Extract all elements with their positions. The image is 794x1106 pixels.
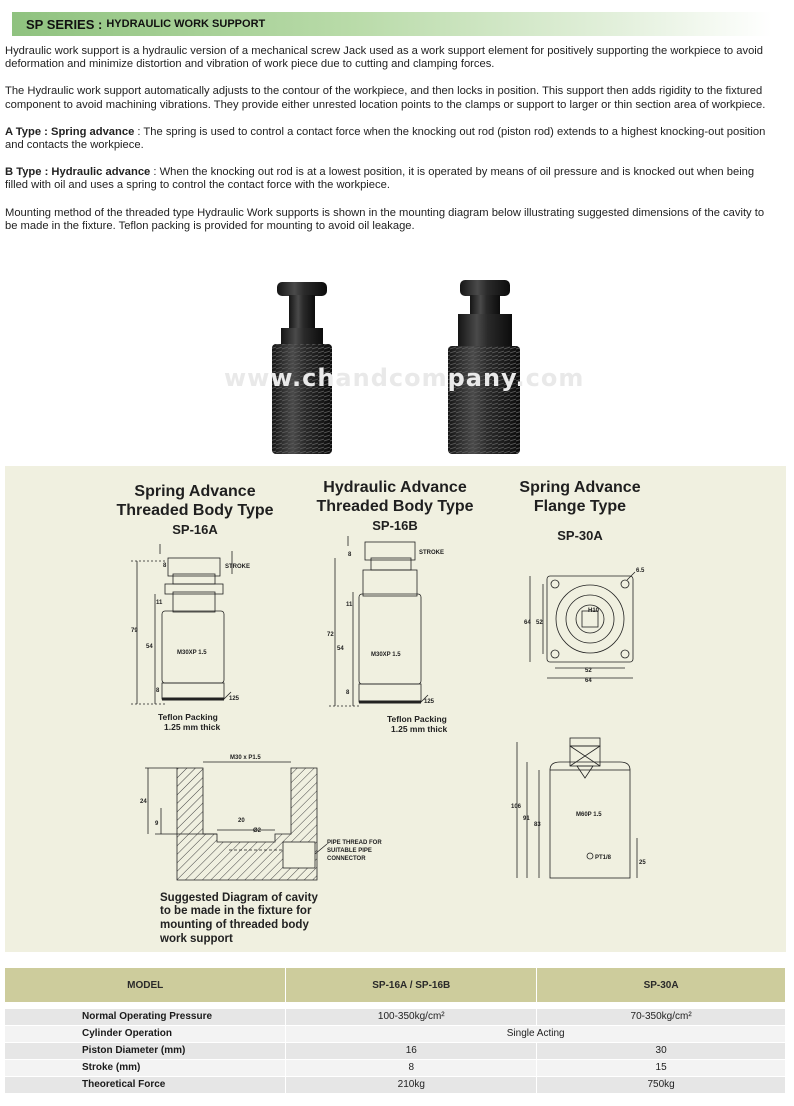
sp16a-dim-79: 79 xyxy=(131,628,138,634)
sp16b-dim-72: 72 xyxy=(327,632,334,638)
cavity-caption-line4: work support xyxy=(160,933,233,945)
sp30a-top-view xyxy=(530,572,635,678)
sp30a-dim-91: 91 xyxy=(523,816,530,822)
type-a-label: A Type : Spring advance xyxy=(5,125,135,138)
sp30a-dim-52: 52 xyxy=(536,620,543,626)
intro-paragraph-1: Hydraulic work support is a hydraulic version of a mechanical screw Jack used as a work support element for positively supporting the workpiece to avoid deformation and minimize distortion and vibration of work piece due to cutting and clamping forces. xyxy=(5,45,763,71)
sp16a-title-line2: Threaded Body Type xyxy=(116,502,274,519)
technical-drawings xyxy=(5,466,786,952)
cavity-pipe-line3: CONNECTOR xyxy=(327,856,366,862)
type-b-description xyxy=(5,166,777,192)
sp30a-title-line1: Spring Advance xyxy=(519,479,641,496)
sp30a-dim-25: 25 xyxy=(639,860,646,866)
cavity-dim-20: 20 xyxy=(238,818,245,824)
sp16a-dim-8b: 8 xyxy=(156,688,160,694)
table-row xyxy=(5,1008,786,1025)
sp16a-stroke-label: STROKE xyxy=(225,564,251,570)
sp16b-drawing xyxy=(329,536,428,706)
sp30a-dim-52b: 52 xyxy=(585,668,592,674)
sp30a-model: SP-30A xyxy=(557,528,603,543)
row-label: Theoretical Force xyxy=(5,1076,286,1093)
sp30a-side-view xyxy=(517,738,637,878)
type-b-label: B Type : Hydraulic advance xyxy=(5,166,151,179)
cavity-dim-9: 9 xyxy=(155,821,159,827)
sp16b-dim-54: 54 xyxy=(337,646,344,652)
sp16a-drawing xyxy=(131,544,232,704)
header-model: MODEL xyxy=(5,968,286,1002)
table-row xyxy=(5,1025,786,1042)
table-row xyxy=(5,1042,786,1059)
row-value-span: Single Acting xyxy=(286,1025,786,1042)
sp30a-thread-label: M60P 1.5 xyxy=(576,812,602,818)
intro-paragraph-2: The Hydraulic work support automatically adjusts to the contour of the workpiece, and then locks in position. This support then adds rigidity to the fixtured component to avoid machining vibrations. They provide either unrested location points to the clamps or support to larger or thin section area of workpiece. xyxy=(5,85,766,111)
sp16a-packing-line1: Teflon Packing xyxy=(158,712,218,722)
row-label: Stroke (mm) xyxy=(5,1059,286,1076)
intro-paragraph-5: Mounting method of the threaded type Hydraulic Work supports is shown in the mounting diagram below illustrating suggested dimensions of the cavity to be made in the fixture. Teflon packing is provided for mounting to avoid oil leakage. xyxy=(5,206,765,232)
sp30a-dim-6-5: 6.5 xyxy=(636,568,645,574)
sp16b-stroke-label: STROKE xyxy=(419,550,445,556)
watermark-text: www.chandcompany.com xyxy=(224,364,585,392)
section-header xyxy=(12,12,772,36)
row-value-sp16: 16 xyxy=(286,1042,537,1059)
cavity-pipe-line1: PIPE THREAD FOR xyxy=(327,840,382,846)
header-sp16: SP-16A / SP-16B xyxy=(286,968,537,1002)
sp16b-dim-125: 125 xyxy=(424,699,435,705)
cavity-caption-line2: to be made in the fixture for xyxy=(160,905,312,917)
sp16b-title-line1: Hydraulic Advance xyxy=(323,479,467,496)
sp16a-dim-54: 54 xyxy=(146,644,153,650)
type-a-text: : The spring is used to control a contact force when the knocking out rod (piston rod) extends to a highest knocking-out position and contacts the workpiece. xyxy=(5,125,766,152)
sp16a-thread-label: M30XP 1.5 xyxy=(177,650,207,656)
cavity-caption-line1: Suggested Diagram of cavity xyxy=(160,892,318,904)
row-value-sp16: 100-350kg/cm² xyxy=(286,1008,537,1025)
row-label: Normal Operating Pressure xyxy=(5,1008,286,1025)
sp16a-dim-8: 8 xyxy=(163,563,167,569)
cavity-dim-24: 24 xyxy=(140,799,147,805)
sp16b-packing-line1: Teflon Packing xyxy=(387,714,447,724)
diagram-panel xyxy=(5,466,786,952)
sp30a-dim-64b: 64 xyxy=(585,678,592,684)
intro-text xyxy=(5,45,777,247)
row-value-sp30: 30 xyxy=(537,1042,786,1059)
row-value-sp16: 210kg xyxy=(286,1076,537,1093)
sp30a-dim-64: 64 xyxy=(524,620,531,626)
product-photo-svg xyxy=(0,262,794,462)
series-subtitle: HYDRAULIC WORK SUPPORT xyxy=(106,18,266,30)
sp30a-h10-label: H10 xyxy=(588,608,600,614)
cavity-thread-label: M30 x P1.5 xyxy=(230,755,261,761)
sp30a-dim-83: 83 xyxy=(534,822,541,828)
row-value-sp30: 750kg xyxy=(537,1076,786,1093)
table-row xyxy=(5,1076,786,1093)
row-label: Piston Diameter (mm) xyxy=(5,1042,286,1059)
spec-table xyxy=(5,968,786,1094)
sp16b-thread-label: M30XP 1.5 xyxy=(371,652,401,658)
sp16b-dim-11: 11 xyxy=(346,602,353,608)
cavity-dim-phi2: Ø2 xyxy=(253,828,262,834)
cavity-pipe-line2: SUITABLE PIPE xyxy=(327,848,372,854)
row-value-sp30: 15 xyxy=(537,1059,786,1076)
type-a-description xyxy=(5,126,777,152)
row-value-sp16: 8 xyxy=(286,1059,537,1076)
sp16a-dim-125: 125 xyxy=(229,696,240,702)
row-value-sp30: 70-350kg/cm² xyxy=(537,1008,786,1025)
row-label: Cylinder Operation xyxy=(5,1025,286,1042)
type-b-text: : When the knocking out rod is at a lowest position, it is operated by means of oil pressure and is knocked out when being filled with oil and uses a spring to control the contact force with the workpiece. xyxy=(5,166,755,192)
sp16a-model: SP-16A xyxy=(172,522,218,537)
sp30a-dim-106: 106 xyxy=(511,804,522,810)
product-photos xyxy=(0,262,794,462)
sp30a-port-label: PT1/8 xyxy=(595,855,612,861)
header-sp30: SP-30A xyxy=(537,968,786,1002)
cavity-caption-line3: mounting of threaded body xyxy=(160,919,309,931)
sp16b-model: SP-16B xyxy=(372,518,418,533)
sp16a-packing-line2: 1.25 mm thick xyxy=(164,722,221,732)
sp30a-title-line2: Flange Type xyxy=(533,498,627,515)
series-label: SP SERIES : xyxy=(26,16,103,32)
table-row xyxy=(5,1059,786,1076)
sp16b-dim-8b: 8 xyxy=(346,690,350,696)
cavity-drawing xyxy=(145,762,327,880)
sp16a-title-line1: Spring Advance xyxy=(134,483,256,500)
sp16b-title-line2: Threaded Body Type xyxy=(316,498,474,515)
sp16b-dim-8: 8 xyxy=(348,552,352,558)
spec-table-header xyxy=(5,968,786,1002)
sp16a-dim-11: 11 xyxy=(156,600,163,606)
sp16b-packing-line2: 1.25 mm thick xyxy=(391,724,448,734)
